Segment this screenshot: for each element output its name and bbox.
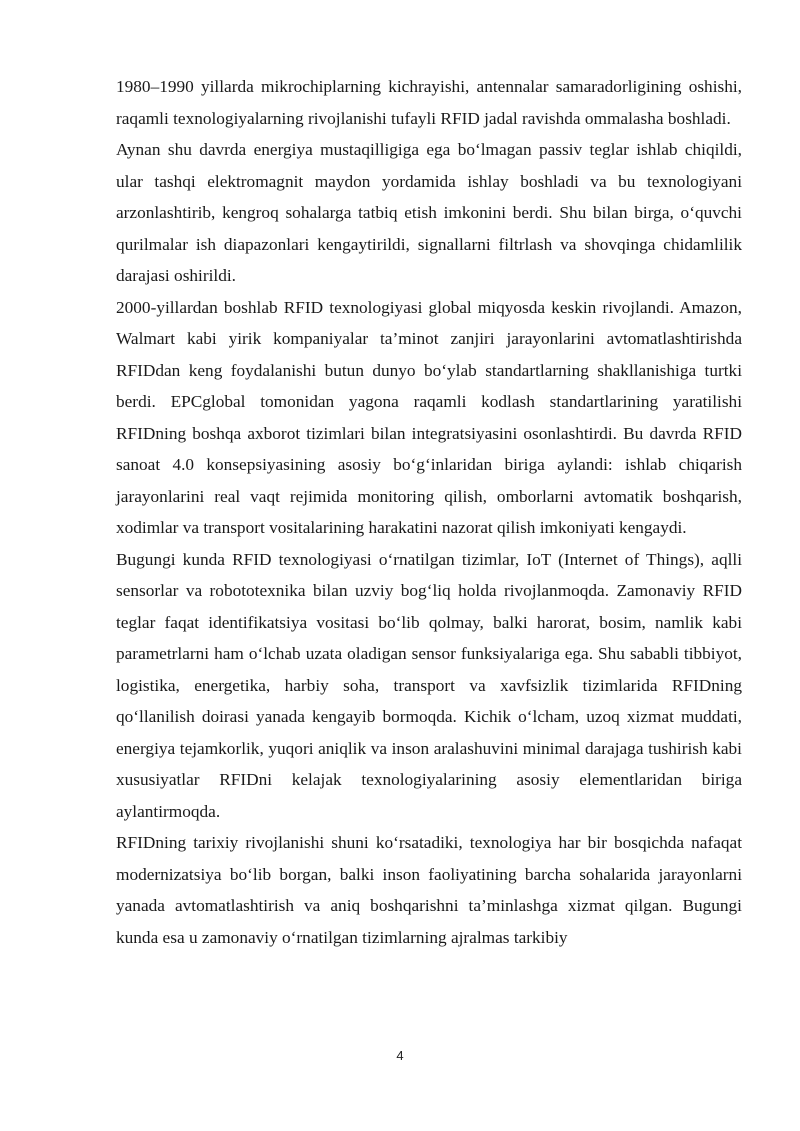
paragraph-rfid-1980s: 1980–1990 yillarda mikrochiplarning kichrayishi, antennalar samaradorligining oshishi, raqamli texnologiyalarning rivojlanishi tufayli RFID jadal ravishda ommalasha boshladi.	[116, 77, 742, 128]
paragraph-rfid-history-summary: RFIDning tarixiy rivojlanishi shuni ko‘rsatadiki, texnologiya har bir bosqichda nafaqat modernizatsiya bo‘lib borgan, balki inson faoliyatining barcha sohalarida jarayonlarni yanada avtomatlashtirish va aniq boshqarishni ta’minlashga xizmat qilgan. Bugungi kunda esa u zamonaviy o‘rnatilgan tizimlarning ajralmas tarkibiy	[116, 833, 742, 947]
paragraph-rfid-today: Bugungi kunda RFID texnologiyasi o‘rnatilgan tizimlar, IoT (Internet of Things), aqlli sensorlar va robototexnika bilan uzviy bog‘liq holda rivojlanmoqda. Zamonaviy RFID teglar faqat identifikatsiya vositasi bo‘lib qolmay, balki harorat, bosim, namlik kabi parametrlarni ham o‘lchab uzata oladigan sensor funksiyalariga ega. Shu sababli tibbiyot, logistika, energetika, harbiy soha, transport va xavfsizlik tizimlarida RFIDning qo‘llanilish doirasi yanada kengayib bormoqda. Kichik o‘lcham, uzoq xizmat muddati, energiya tejamkorlik, yuqori aniqlik va inson aralashuvini minimal darajaga tushirish kabi xususiyatlar RFIDni kelajak texnologiyalarining asosiy elementlaridan biriga aylantirmoqda.	[116, 549, 742, 821]
document-body	[116, 71, 742, 953]
paragraph-rfid-2000s: 2000-yillardan boshlab RFID texnologiyasi global miqyosda keskin rivojlandi. Amazon, Walmart kabi yirik kompaniyalar ta’minot zanjiri jarayonlarini avtomatlashtirishda RFIDdan keng foydalanishi butun dunyo bo‘ylab standartlarning shakllanishiga turtki berdi. EPCglobal tomonidan yagona raqamli kodlash standartlarining yaratilishi RFIDning boshqa axborot tizimlari bilan integratsiyasini osonlashtirdi. Bu davrda RFID sanoat 4.0 konsepsiyasining asosiy bo‘g‘inlaridan biriga aylandi: ishlab chiqarish jarayonlarini real vaqt rejimida monitoring qilish, omborlarni avtomatik boshqarish, xodimlar va transport vositalarining harakatini nazorat qilish imkoniyati kengaydi.	[116, 297, 742, 537]
paragraph-passive-tags: Aynan shu davrda energiya mustaqilligiga ega bo‘lmagan passiv teglar ishlab chiqildi, ular tashqi elektromagnit maydon yordamida ishlay boshladi va bu texnologiyani arzonlashtirib, kengroq sohalarga tatbiq etish imkonini berdi. Shu bilan birga, o‘quvchi qurilmalar ish diapazonlari kengaytirildi, signallarni filtrlash va shovqinga chidamlilik darajasi oshirildi.	[116, 140, 742, 285]
page-number: 4	[396, 1048, 404, 1063]
